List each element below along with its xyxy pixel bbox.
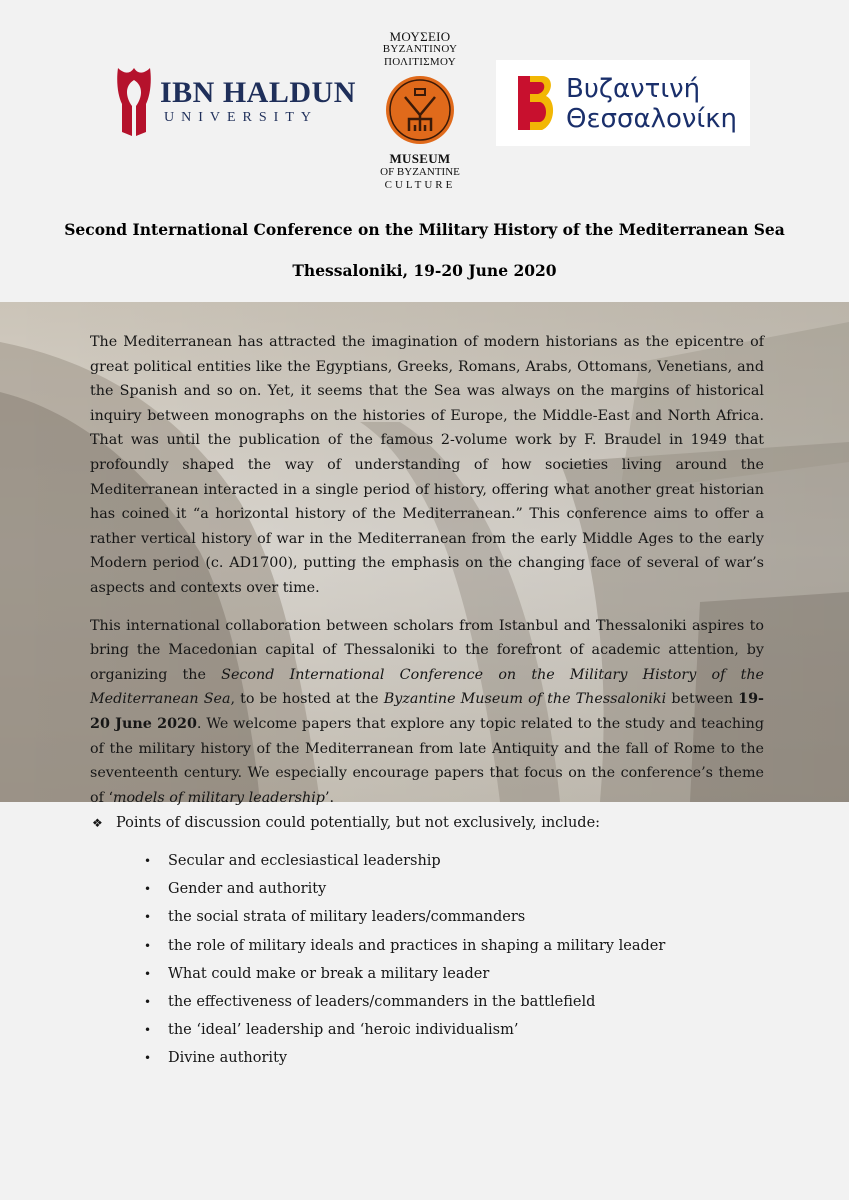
list-item <box>144 990 665 1018</box>
museum-greek-line-3: ΠΟΛΙΤΙΣΜΟΥ <box>384 56 456 68</box>
conference-place-date: Thessaloniki, 19-20 June 2020 <box>292 261 557 280</box>
list-item <box>144 934 665 962</box>
conference-name-italic: Second International Conference on the Military History of the Mediterranean Sea <box>90 666 764 708</box>
list-item <box>144 849 665 877</box>
bullet-icon: • <box>144 994 152 1009</box>
list-item <box>144 1018 665 1046</box>
museum-english-line-2: OF BYZANTINE <box>380 166 460 178</box>
diamond-bullet-icon: ❖ <box>92 816 103 830</box>
intro-paragraph-2 <box>90 614 764 811</box>
museum-byzantine-culture-logo <box>372 30 468 192</box>
conference-dates-bold: 19-20 June 2020 <box>90 691 764 732</box>
list-item-text: Secular and ecclesiastical leadership <box>168 853 441 869</box>
list-item-text: Divine authority <box>168 1050 288 1067</box>
museum-greek-line-2: ΒΥΖΑΝΤΙΝΟΥ <box>382 43 458 55</box>
bullet-icon: • <box>144 882 152 897</box>
list-item-text: the ‘ideal’ leadership and ‘heroic individualism’ <box>168 1022 519 1039</box>
p2-part-e: ’. <box>324 789 335 806</box>
p2-part-d: . We welcome papers that explore any topic related to the study and teaching of the military history of the Mediterranean from late Antiquity and the fall of Rome to the seventeenth century. We especially encourage papers that focus on the conference’s theme of ‘ <box>90 715 764 806</box>
list-item <box>144 877 665 905</box>
discussion-points-list <box>144 849 665 1075</box>
ibn-haldun-logo <box>112 62 356 138</box>
vyzantini-thessaloniki-text <box>566 74 737 134</box>
logo-row <box>0 0 849 200</box>
points-intro-text: Points of discussion could potentially, but not exclusively, include: <box>116 815 601 831</box>
vyzantini-line-1: Βυζαντινή <box>566 74 701 104</box>
list-item-text: the effectiveness of leaders/commanders in the battlefield <box>168 993 596 1010</box>
ibn-haldun-name: IBN HALDUN <box>160 76 356 109</box>
beta-mark-icon <box>514 72 558 134</box>
vyzantini-thessaloniki-logo <box>496 60 750 146</box>
list-item-text: the social strata of military leaders/commanders <box>168 909 526 926</box>
p2-part-a: This international collaboration between scholars from Istanbul and Thessaloniki aspires to bring the Macedonian capital of Thessaloniki to the forefront of academic attention, by organizing the <box>90 617 764 683</box>
museum-seal-icon <box>385 75 455 145</box>
list-item <box>144 1046 665 1074</box>
bullet-icon: • <box>144 1023 152 1038</box>
museum-english-line-3: CULTURE <box>384 179 456 191</box>
venue-italic: Byzantine Museum of the Thessaloniki <box>383 691 667 708</box>
p2-part-b: , to be hosted at the <box>230 691 384 708</box>
museum-greek-line-1: ΜΟΥΣΕΙΟ <box>389 29 451 44</box>
bullet-icon: • <box>144 966 152 981</box>
intro-text <box>90 330 764 823</box>
points-intro <box>92 815 600 831</box>
list-item-text: Gender and authority <box>168 881 327 898</box>
ibn-haldun-subtitle: UNIVERSITY <box>164 110 318 125</box>
conference-theme-italic: models of military leadership <box>113 789 325 806</box>
vyzantini-line-2: Θεσσαλονίκη <box>566 104 738 134</box>
list-item <box>144 962 665 990</box>
list-item <box>144 905 665 933</box>
list-item-text: What could make or break a military leader <box>168 965 490 982</box>
conference-title: Second International Conference on the Military History of the Mediterranean Sea <box>64 220 785 239</box>
bullet-icon: • <box>144 910 152 925</box>
museum-english-line-1: MUSEUM <box>389 151 451 166</box>
bullet-icon: • <box>144 1051 152 1066</box>
intro-paragraph-1: The Mediterranean has attracted the imagination of modern historians as the epicentre of great political entities like the Egyptians, Greeks, Romans, Arabs, Ottomans, Venetians, and the Spanish and so on. Yet, it seems that the Sea was always on the margins of historical inquiry between monographs on the histories of Europe, the Middle-East and North Africa. That was until the publication of the famous 2-volume work by F. Braudel in 1949 that profoundly shaped the way of understanding of how societies living around the Mediterranean interacted in a single period of history, offering what another great historian has coined it “a horizontal history of the Mediterranean.” This conference aims to offer a rather vertical history of war in the Mediterranean from the early Middle Ages to the early Modern period (c. AD1700), putting the emphasis on the changing face of several of war’s aspects and contexts over time. <box>90 334 764 596</box>
bullet-icon: • <box>144 854 152 868</box>
bullet-icon: • <box>144 938 152 953</box>
p2-part-c: between <box>666 691 739 708</box>
tulip-icon <box>112 66 156 136</box>
list-item-text: the role of military ideals and practices in shaping a military leader <box>168 937 666 954</box>
